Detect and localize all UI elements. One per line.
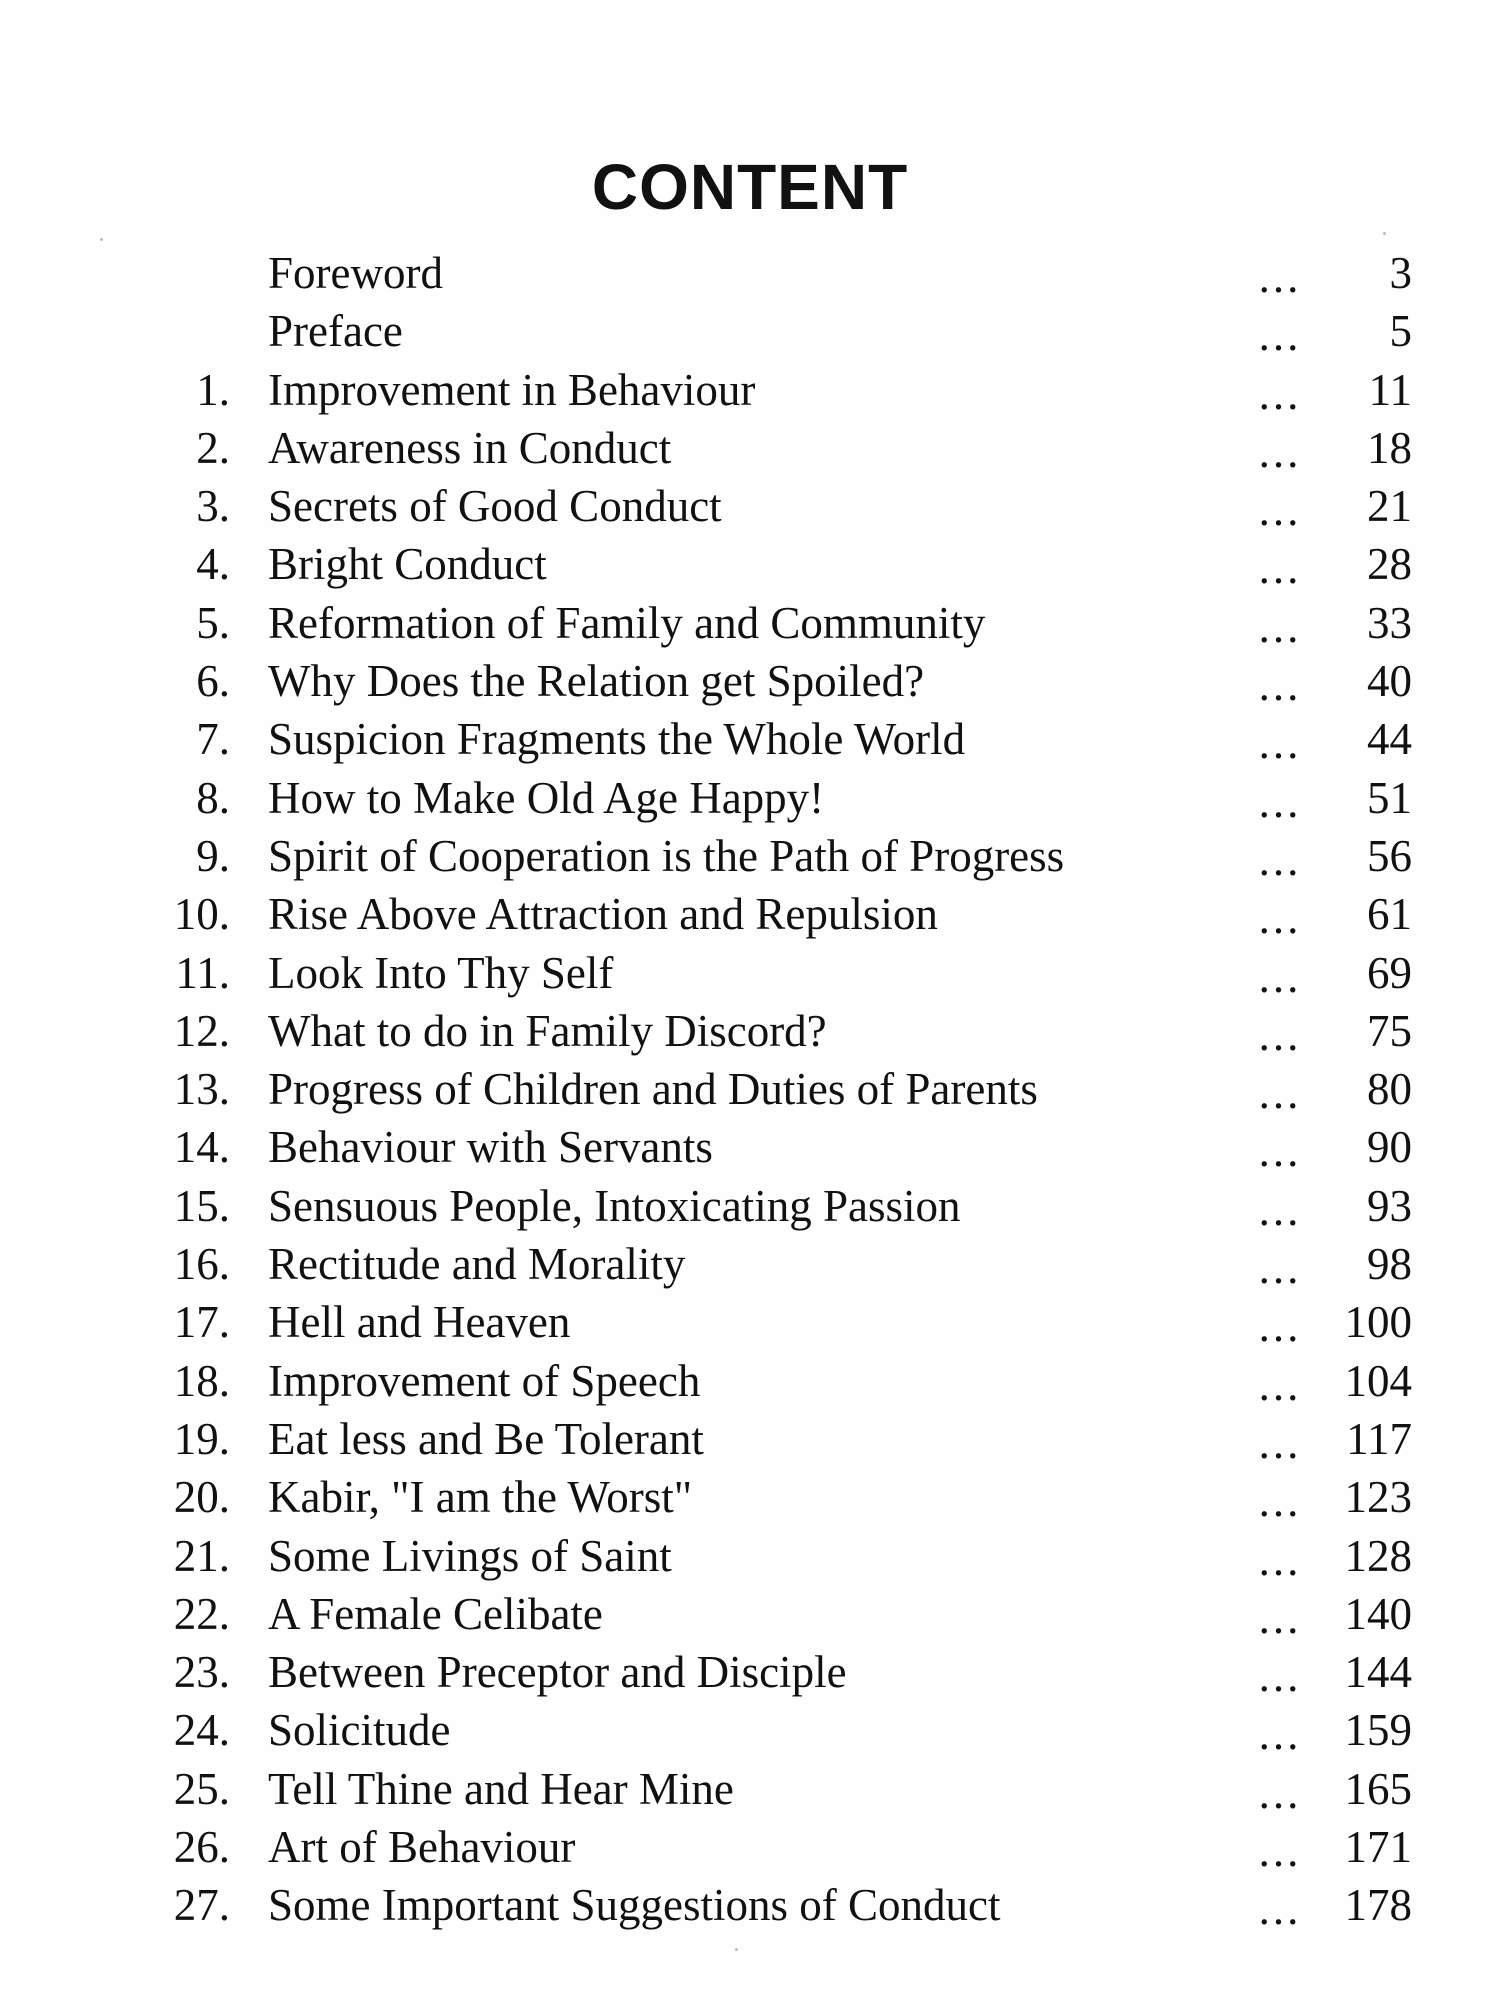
entry-page-number: 44 <box>1367 714 1412 765</box>
entry-leader: ... <box>1258 485 1302 536</box>
entry-page-number: 80 <box>1367 1064 1412 1115</box>
entry-number: 8. <box>196 772 230 823</box>
entry-leader: ... <box>1258 426 1302 477</box>
entry-title: Bright Conduct <box>268 539 547 590</box>
entry-number: 16. <box>173 1239 230 1290</box>
entry-leader: ... <box>1258 1592 1302 1643</box>
entry-number: 3. <box>196 481 230 532</box>
entry-leader: ... <box>1258 951 1302 1002</box>
entry-title: Secrets of Good Conduct <box>268 481 722 532</box>
entry-leader: ... <box>1258 310 1302 361</box>
toc-entry <box>0 1818 1500 1876</box>
toc-entry <box>0 1352 1500 1410</box>
entry-page-number: 61 <box>1367 889 1412 940</box>
entry-leader: ... <box>1258 1884 1302 1935</box>
toc-entry <box>0 1293 1500 1351</box>
entry-leader: ... <box>1258 1651 1302 1702</box>
toc-entry <box>0 1177 1500 1235</box>
toc-entry <box>0 594 1500 652</box>
entry-number: 14. <box>173 1122 230 1173</box>
entry-title: Solicitude <box>268 1705 451 1756</box>
entry-number: 1. <box>196 364 230 415</box>
entry-page-number: 28 <box>1367 539 1412 590</box>
entry-number: 26. <box>173 1822 230 1873</box>
entry-number: 10. <box>173 889 230 940</box>
toc-entry <box>0 361 1500 419</box>
entry-title: Hell and Heaven <box>268 1297 571 1348</box>
entry-leader: ... <box>1258 368 1302 419</box>
toc-entry <box>0 477 1500 535</box>
entry-title: Sensuous People, Intoxicating Passion <box>268 1180 961 1231</box>
toc-entry <box>0 885 1500 943</box>
entry-title: Improvement of Speech <box>268 1355 701 1406</box>
entry-title: Between Preceptor and Disciple <box>268 1647 847 1698</box>
entry-page-number: 11 <box>1368 364 1412 415</box>
entry-number: 5. <box>196 597 230 648</box>
entry-number: 20. <box>173 1472 230 1523</box>
entry-leader: ... <box>1258 1184 1302 1235</box>
toc-entry <box>0 769 1500 827</box>
entry-leader: ... <box>1258 543 1302 594</box>
entry-leader: ... <box>1258 601 1302 652</box>
entry-number: 27. <box>173 1880 230 1931</box>
entry-leader: ... <box>1258 834 1302 885</box>
entry-page-number: 90 <box>1367 1122 1412 1173</box>
entry-title: Suspicion Fragments the Whole World <box>268 714 966 765</box>
toc-entry <box>0 944 1500 1002</box>
entry-leader: ... <box>1258 1709 1302 1760</box>
entry-title: Some Important Suggestions of Conduct <box>268 1880 1001 1931</box>
entry-page-number: 51 <box>1367 772 1412 823</box>
entry-page-number: 171 <box>1344 1822 1412 1873</box>
toc-entry <box>0 1585 1500 1643</box>
scan-speck <box>735 1948 738 1951</box>
toc-entry <box>0 1527 1500 1585</box>
entry-leader: ... <box>1258 718 1302 769</box>
entry-leader: ... <box>1258 1476 1302 1527</box>
entry-number: 22. <box>173 1588 230 1639</box>
entry-title: Why Does the Relation get Spoiled? <box>268 656 925 707</box>
entry-page-number: 98 <box>1367 1239 1412 1290</box>
table-of-contents <box>0 244 1500 1935</box>
entry-number: 12. <box>173 1005 230 1056</box>
entry-title: Some Livings of Saint <box>268 1530 672 1581</box>
entry-page-number: 40 <box>1367 656 1412 707</box>
toc-entry <box>0 1410 1500 1468</box>
entry-page-number: 117 <box>1346 1413 1412 1464</box>
entry-title: Progress of Children and Duties of Parents <box>268 1064 1038 1115</box>
entry-page-number: 3 <box>1389 248 1412 298</box>
entry-title: A Female Celibate <box>268 1588 603 1639</box>
entry-title: Foreword <box>268 248 443 298</box>
entry-page-number: 75 <box>1367 1005 1412 1056</box>
entry-page-number: 128 <box>1344 1530 1412 1581</box>
entry-page-number: 33 <box>1367 597 1412 648</box>
toc-entry <box>0 1760 1500 1818</box>
entry-number: 4. <box>196 539 230 590</box>
entry-page-number: 178 <box>1344 1880 1412 1931</box>
toc-entry <box>0 1002 1500 1060</box>
entry-number: 6. <box>196 656 230 707</box>
entry-page-number: 5 <box>1389 306 1412 357</box>
entry-page-number: 18 <box>1367 422 1412 473</box>
entry-title: Behaviour with Servants <box>268 1122 713 1173</box>
entry-title: Look Into Thy Self <box>268 947 614 998</box>
toc-entry <box>0 1235 1500 1293</box>
entry-page-number: 165 <box>1344 1763 1412 1814</box>
entry-leader: ... <box>1258 1417 1302 1468</box>
entry-number: 2. <box>196 422 230 473</box>
toc-entry <box>0 302 1500 360</box>
entry-number: 23. <box>173 1647 230 1698</box>
entry-page-number: 140 <box>1344 1588 1412 1639</box>
entry-number: 21. <box>173 1530 230 1581</box>
entry-page-number: 56 <box>1367 830 1412 881</box>
entry-title: Rectitude and Morality <box>268 1239 686 1290</box>
entry-title: Spirit of Cooperation is the Path of Progress <box>268 830 1065 881</box>
entry-leader: ... <box>1258 1826 1302 1877</box>
entry-leader: ... <box>1258 1126 1302 1177</box>
entry-page-number: 123 <box>1344 1472 1412 1523</box>
entry-title: Reformation of Family and Community <box>268 597 986 648</box>
entry-leader: ... <box>1258 1009 1302 1060</box>
entry-page-number: 159 <box>1344 1705 1412 1756</box>
entry-page-number: 93 <box>1367 1180 1412 1231</box>
entry-title: What to do in Family Discord? <box>268 1005 827 1056</box>
entry-title: Tell Thine and Hear Mine <box>268 1763 734 1814</box>
toc-entry <box>0 244 1500 302</box>
entry-title: Improvement in Behaviour <box>268 364 756 415</box>
toc-entry <box>0 1118 1500 1176</box>
entry-title: Eat less and Be Tolerant <box>268 1413 704 1464</box>
entry-number: 24. <box>173 1705 230 1756</box>
scan-speck <box>1383 232 1386 235</box>
toc-entry <box>0 1643 1500 1701</box>
page-title: CONTENT <box>591 151 909 223</box>
toc-entry <box>0 1468 1500 1526</box>
entry-page-number: 21 <box>1367 481 1412 532</box>
entry-page-number: 69 <box>1367 947 1412 998</box>
entry-number: 25. <box>173 1763 230 1814</box>
toc-entry <box>0 1876 1500 1934</box>
entry-number: 15. <box>173 1180 230 1231</box>
entry-leader: ... <box>1258 893 1302 944</box>
entry-title: Preface <box>268 306 403 357</box>
entry-leader: ... <box>1258 1534 1302 1585</box>
entry-number: 7. <box>196 714 230 765</box>
entry-number: 13. <box>173 1064 230 1115</box>
entry-leader: ... <box>1258 1301 1302 1352</box>
entry-title: Kabir, "I am the Worst" <box>268 1472 693 1523</box>
entry-number: 18. <box>173 1355 230 1406</box>
entry-page-number: 104 <box>1344 1355 1412 1406</box>
entry-page-number: 144 <box>1344 1647 1412 1698</box>
toc-entry <box>0 1060 1500 1118</box>
entry-number: 17. <box>173 1297 230 1348</box>
toc-entry <box>0 827 1500 885</box>
entry-leader: ... <box>1258 776 1302 827</box>
entry-leader: ... <box>1258 1243 1302 1294</box>
entry-leader: ... <box>1258 660 1302 711</box>
toc-entry <box>0 419 1500 477</box>
entry-number: 19. <box>173 1413 230 1464</box>
toc-entry <box>0 710 1500 768</box>
entry-leader: ... <box>1258 252 1302 302</box>
entry-title: How to Make Old Age Happy! <box>268 772 825 823</box>
entry-number: 9. <box>196 830 230 881</box>
entry-number: 11. <box>175 947 230 998</box>
scan-speck <box>100 238 103 241</box>
entry-title: Awareness in Conduct <box>268 422 672 473</box>
entry-title: Art of Behaviour <box>268 1822 576 1873</box>
entry-leader: ... <box>1258 1767 1302 1818</box>
toc-entry <box>0 652 1500 710</box>
entry-page-number: 100 <box>1344 1297 1412 1348</box>
entry-leader: ... <box>1258 1068 1302 1119</box>
entry-title: Rise Above Attraction and Repulsion <box>268 889 938 940</box>
entry-leader: ... <box>1258 1359 1302 1410</box>
toc-entry <box>0 535 1500 593</box>
toc-entry <box>0 1701 1500 1759</box>
